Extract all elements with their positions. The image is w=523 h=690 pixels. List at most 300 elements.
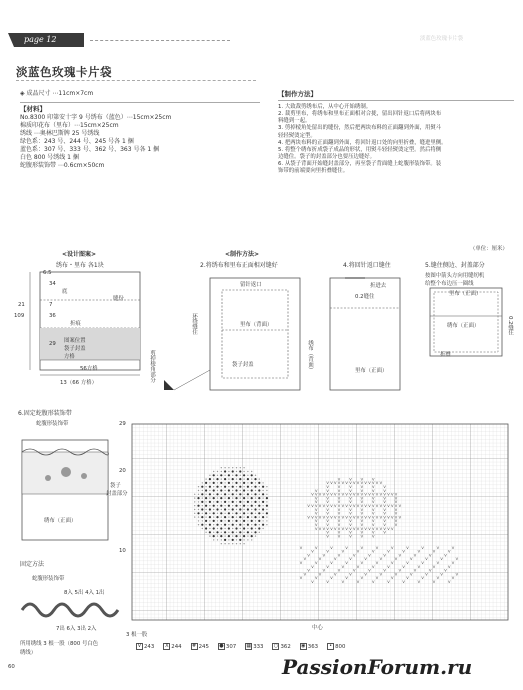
stitch-mark: V xyxy=(345,561,348,565)
stitch-mark: V xyxy=(383,496,386,501)
stitch-mark xyxy=(213,497,215,499)
stitch-mark: V xyxy=(379,515,383,520)
stitch-mark: V xyxy=(372,515,375,520)
stitch-mark xyxy=(213,471,214,472)
stitch-mark: V xyxy=(387,549,390,554)
stitch-mark xyxy=(209,486,211,488)
stitch-mark xyxy=(216,501,218,503)
stitch-mark xyxy=(220,489,222,491)
stitch-mark: V xyxy=(417,580,421,584)
design-label-fold: 折痕 xyxy=(70,321,81,327)
stitch-mark xyxy=(221,516,222,517)
stitch-mark xyxy=(220,505,222,507)
stitch-mark xyxy=(220,512,222,514)
materials-block xyxy=(20,90,260,171)
legend-item-363: ◉ 363 xyxy=(301,643,319,650)
stitch-mark xyxy=(213,512,215,514)
watermark: PassionForum.ru xyxy=(282,655,473,679)
material-2: 棉质印花布（里布）⋯15cm×25cm xyxy=(20,121,119,129)
stitch-mark: V xyxy=(372,526,375,531)
stitch-mark xyxy=(236,509,237,510)
stitch-mark xyxy=(232,493,234,495)
stitch-mark xyxy=(240,543,241,544)
stitch-mark: V xyxy=(432,549,436,554)
stitch-mark: V xyxy=(379,481,383,486)
stitch-mark: V xyxy=(383,500,386,505)
legend-item-244: X 244 xyxy=(165,643,182,650)
stitch-mark xyxy=(198,524,199,525)
stitch-mark: V xyxy=(345,492,348,497)
stitch-mark: V xyxy=(364,481,367,486)
step4-label-fold: 折进去 xyxy=(370,283,387,289)
stitch-mark: V xyxy=(349,526,352,531)
stitch-mark: V xyxy=(337,515,341,520)
stitch-mark: V xyxy=(425,557,428,562)
stitch-mark: V xyxy=(353,504,356,508)
stitch-mark xyxy=(194,501,195,502)
material-6: 白色 800 号绣线 1 捆 xyxy=(20,154,79,162)
stitch-mark xyxy=(220,482,222,484)
stitch-mark xyxy=(247,490,248,491)
stitch-mark xyxy=(224,520,225,521)
stitch-mark xyxy=(224,539,226,541)
stitch-mark: V xyxy=(372,477,375,482)
stitch-mark: V xyxy=(372,485,375,489)
stitch-mark xyxy=(258,497,260,499)
stitch-mark xyxy=(236,516,237,517)
stitch-mark: V xyxy=(334,526,337,531)
stitch-mark xyxy=(254,508,256,510)
stitch-mark xyxy=(236,539,237,540)
stitch-mark: V xyxy=(372,496,375,501)
stitch-mark xyxy=(232,513,233,514)
header-faded-title: 淡蓝色玫瑰卡片袋 xyxy=(420,36,464,42)
stitch-mark: V xyxy=(326,515,329,520)
stitch-mark xyxy=(202,513,203,514)
stitch-mark: V xyxy=(299,545,303,550)
chart-center-label: 中心 xyxy=(312,625,323,631)
stitch-mark xyxy=(205,489,207,491)
stitch-mark xyxy=(221,471,222,472)
stitch-mark xyxy=(209,475,210,476)
stitch-mark xyxy=(228,535,230,537)
stitch-mark xyxy=(240,475,241,476)
method-step-4: 4. 把两块布料的正面翻到外面，将回针返口处的向里折叠，缝进里侧。 xyxy=(278,139,447,146)
stitch-mark: V xyxy=(398,504,402,508)
stitch-mark xyxy=(224,543,225,544)
stitch-mark: V xyxy=(326,504,329,508)
dim-6-5: 6.5 xyxy=(43,270,52,276)
stitch-mark xyxy=(251,524,252,525)
stitch-mark xyxy=(258,512,260,514)
stitch-mark xyxy=(247,482,248,483)
stitch-mark xyxy=(247,513,248,514)
stitch-mark xyxy=(209,497,210,498)
step4-label: 4.将回针返口缝住 xyxy=(343,262,391,269)
stitch-mark xyxy=(228,482,230,484)
dim-13: 13（66 方格） xyxy=(60,380,97,386)
dim-36: 36 xyxy=(49,313,56,319)
stitch-mark xyxy=(213,486,214,487)
stitch-mark: V xyxy=(318,557,322,562)
stitch-mark xyxy=(194,497,195,498)
stitch-mark xyxy=(247,501,249,503)
stitch-mark xyxy=(240,505,241,506)
stitch-mark: V xyxy=(311,580,314,584)
stitch-mark xyxy=(236,532,237,533)
stitch-mark: V xyxy=(372,523,375,527)
stitch-mark: V xyxy=(394,515,398,520)
stitch-mark: V xyxy=(322,568,326,573)
stitch-mark: V xyxy=(387,564,390,569)
stitch-mark: V xyxy=(372,580,375,584)
stitch-mark: V xyxy=(375,561,379,565)
stitch-mark xyxy=(251,512,253,514)
legend-prefix-2: 绣线） xyxy=(20,650,37,656)
fix-method-head: 固定方法 xyxy=(20,561,45,568)
stitch-mark xyxy=(232,528,233,529)
stitch-mark xyxy=(251,471,252,472)
stitch-mark: V xyxy=(383,553,386,558)
legend-item-243: V 243 xyxy=(137,643,155,650)
stitch-mark: V xyxy=(398,515,402,520)
stitch-mark xyxy=(258,527,260,529)
stitch-mark xyxy=(224,475,225,476)
stitch-mark: V xyxy=(375,526,379,531)
stitch-mark: V xyxy=(315,492,318,497)
stitch-mark xyxy=(240,513,241,514)
stitch-mark xyxy=(224,508,226,510)
stitch-mark xyxy=(205,527,207,529)
stitch-mark: V xyxy=(379,572,383,577)
stitch-mark xyxy=(209,531,211,533)
stitch-mark: V xyxy=(372,530,375,535)
stitch-mark xyxy=(240,520,241,521)
step5-label: 5.缝住侧边、封盖部分 xyxy=(425,262,485,269)
stitch-mark: V xyxy=(315,488,318,493)
stitch-mark: V xyxy=(341,504,345,508)
stitch-mark: V xyxy=(326,488,329,493)
stitch-mark xyxy=(205,524,206,525)
stitch-mark xyxy=(243,543,244,544)
design-label-flap: 缝份 xyxy=(113,296,124,302)
stitch-mark: V xyxy=(315,500,318,505)
stitch-mark: V xyxy=(349,504,352,508)
method-step-1: 1. 大致裁剪绣布后，从中心开始绣制。 xyxy=(278,104,372,111)
stitch-mark xyxy=(198,486,199,487)
stitch-mark xyxy=(224,493,226,495)
stitch-mark xyxy=(236,486,237,487)
stitch-mark xyxy=(205,482,207,484)
stitch-mark: V xyxy=(311,492,314,497)
stitch-mark xyxy=(239,486,241,488)
stitch-mark xyxy=(235,505,237,507)
legend-prefix: 所用绣线 3 根一股（800 号白色 xyxy=(20,641,99,647)
method-step-2a: 2. 裁剪里布，将绣布和里布正面相对合拢，留出回针返口后将两块布 xyxy=(278,111,442,118)
step5-label-fold: 折叠 xyxy=(440,352,451,358)
stitch-mark: V xyxy=(337,511,341,516)
stitch-mark: V xyxy=(349,477,352,482)
stitch-mark: V xyxy=(360,500,364,505)
stitch-mark xyxy=(232,543,233,544)
stitch-mark xyxy=(262,501,264,503)
stitch-mark: V xyxy=(337,477,341,482)
stitch-mark xyxy=(213,501,214,502)
stitch-mark: V xyxy=(375,481,379,486)
legend-items xyxy=(136,643,345,651)
stitch-mark: V xyxy=(455,572,459,577)
stitch-mark: V xyxy=(383,507,386,512)
stitch-mark xyxy=(239,516,241,518)
stitch-mark: V xyxy=(326,534,329,539)
stitch-mark xyxy=(247,497,248,498)
stitch-mark xyxy=(202,528,203,529)
stitch-mark: V xyxy=(330,576,333,581)
dim-21: 21 xyxy=(18,302,25,308)
stitch-mark xyxy=(258,505,260,507)
stitch-mark: V xyxy=(372,492,375,497)
stitch-mark: V xyxy=(410,572,413,577)
stitch-mark: V xyxy=(315,576,318,581)
stitch-mark xyxy=(255,482,256,483)
stitch-mark xyxy=(198,520,199,521)
stitch-mark xyxy=(262,508,264,510)
stitch-mark xyxy=(247,486,249,488)
stitch-mark xyxy=(266,509,267,510)
stitch-mark: V xyxy=(394,519,398,524)
page-number: 60 xyxy=(8,664,15,670)
method-block xyxy=(278,90,514,175)
stitch-mark: V xyxy=(383,515,386,520)
stitch-mark xyxy=(232,486,234,488)
stitch-mark: V xyxy=(318,515,322,520)
stitch-mark xyxy=(262,482,263,483)
stitch-mark xyxy=(224,467,225,468)
stitch-mark xyxy=(202,490,203,491)
stitch-mark: V xyxy=(444,553,447,558)
stitch-mark xyxy=(247,475,248,476)
stitch-mark: V xyxy=(326,485,329,489)
legend-item-800: • 800 xyxy=(327,643,345,651)
bag-preview-diagram xyxy=(18,430,123,550)
step5-note-1: 按图中箭头方向用缝纫机 xyxy=(425,273,485,279)
stitch-mark xyxy=(217,497,218,498)
stitch-mark: V xyxy=(372,549,375,554)
stitch-mark: V xyxy=(432,580,436,584)
stitch-mark xyxy=(243,501,244,502)
stitch-mark: V xyxy=(349,507,352,512)
stitch-mark xyxy=(259,516,260,517)
stitch-mark: V xyxy=(360,485,364,489)
stitch-mark xyxy=(243,532,244,533)
stitch-mark xyxy=(213,478,214,479)
stitch-mark xyxy=(198,516,199,517)
stitch-mark xyxy=(258,520,260,522)
stitch-mark: V xyxy=(375,545,379,550)
stitch-mark xyxy=(251,527,253,529)
stitch-mark: V xyxy=(383,519,386,524)
stitch-mark: V xyxy=(364,557,367,562)
stitch-mark: V xyxy=(360,534,364,539)
stitch-mark xyxy=(251,474,253,476)
stitch-mark xyxy=(254,478,256,480)
stitch-mark xyxy=(262,493,264,495)
stitch-mark xyxy=(201,501,203,503)
stitch-mark: V xyxy=(372,488,375,493)
material-7: 蛇腹形装饰带 ⋯0.6cm×50cm xyxy=(20,162,105,170)
stitch-mark: V xyxy=(360,519,364,524)
stitch-mark xyxy=(209,535,210,536)
stitch-mark: V xyxy=(425,572,428,577)
page-tab: page 12 xyxy=(14,33,84,47)
stitch-mark xyxy=(232,505,233,506)
material-4: 绿色系：243 号、244 号、245 号各 1 捆 xyxy=(20,138,134,146)
stitch-mark: V xyxy=(436,561,440,565)
stitch-mark xyxy=(216,493,218,495)
stitch-mark: V xyxy=(360,504,364,508)
stitch-mark: V xyxy=(307,504,310,508)
stitch-mark: V xyxy=(413,553,417,558)
stitch-mark xyxy=(247,508,249,510)
stitch-mark: V xyxy=(383,523,386,527)
stitch-mark xyxy=(247,520,248,521)
stitch-mark xyxy=(213,527,215,529)
stitch-mark: V xyxy=(394,500,398,505)
stitch-mark xyxy=(221,494,222,495)
stitch-mark xyxy=(213,539,214,540)
stitch-mark: V xyxy=(356,580,360,584)
stitch-mark xyxy=(201,493,203,495)
stitch-mark xyxy=(221,467,222,468)
method-rule xyxy=(278,100,514,101)
stitch-mark xyxy=(228,516,229,517)
stitch-mark: V xyxy=(353,492,356,497)
stitch-mark: V xyxy=(387,526,390,531)
stitch-mark xyxy=(262,528,263,529)
stitch-mark xyxy=(240,467,241,468)
stitch-mark: V xyxy=(315,504,318,508)
stitch-mark: V xyxy=(410,557,413,562)
step5-label-cloth: 绣布（正面） xyxy=(447,323,480,329)
stitch-mark: V xyxy=(429,553,432,558)
stitch-mark: V xyxy=(349,492,352,497)
stitch-mark: V xyxy=(349,511,352,516)
stitch-mark: V xyxy=(337,507,341,512)
stitch-mark xyxy=(217,520,218,521)
stitch-mark: V xyxy=(353,515,356,520)
stitch-mark: V xyxy=(360,496,364,501)
stitch-mark xyxy=(205,478,206,479)
stitch-mark xyxy=(224,535,225,536)
stitch-mark: V xyxy=(364,492,367,497)
stitch-mark xyxy=(228,527,230,529)
stitch-mark xyxy=(235,489,237,491)
stitch-mark xyxy=(243,482,245,484)
stitch-mark: V xyxy=(406,545,409,550)
stitch-mark: V xyxy=(360,523,364,527)
stitch-mark: V xyxy=(349,572,352,577)
stitch-mark xyxy=(221,524,222,525)
stitch-mark: V xyxy=(391,576,394,581)
stitch-mark: V xyxy=(413,568,417,573)
stitch-mark xyxy=(251,509,252,510)
stitch-mark: V xyxy=(383,504,386,508)
stitch-mark: V xyxy=(360,511,364,516)
stitch-mark xyxy=(194,494,195,495)
stitch-mark: V xyxy=(391,515,394,520)
stitch-mark xyxy=(266,497,268,499)
stitch-mark xyxy=(239,478,241,480)
stitch-mark: V xyxy=(379,557,383,562)
stitch-mark: V xyxy=(315,511,318,516)
stitch-mark xyxy=(266,501,267,502)
stitch-mark: V xyxy=(326,526,329,531)
stitch-mark xyxy=(224,482,225,483)
stitch-mark xyxy=(217,513,218,514)
stitch-mark: V xyxy=(345,526,348,531)
stitch-mark xyxy=(255,490,256,491)
stitch-mark xyxy=(232,539,234,541)
stitch-mark xyxy=(220,474,222,476)
stitch-mark xyxy=(228,539,229,540)
page-title: 淡蓝色玫瑰卡片袋 xyxy=(16,65,112,79)
design-sub: 绣布・里布 各1块 xyxy=(56,262,104,269)
stitch-mark: V xyxy=(322,492,326,497)
stitch-mark: V xyxy=(322,515,326,520)
stitch-mark xyxy=(205,486,206,487)
stitch-mark: V xyxy=(303,557,307,562)
step2-label-cut: 剪掉棱角部分 xyxy=(149,350,156,383)
stitch-mark: V xyxy=(368,568,371,573)
stitch-mark xyxy=(235,527,237,529)
stitch-mark: V xyxy=(356,564,360,569)
stitch-mark xyxy=(243,467,244,468)
stitch-mark xyxy=(239,524,241,526)
stitch-mark: V xyxy=(360,492,364,497)
stitch-mark: V xyxy=(345,504,348,508)
design-label-bottom: 底 xyxy=(62,289,68,295)
cross-stitch-chart xyxy=(128,420,513,630)
stitch-mark: V xyxy=(326,481,329,486)
stitch-mark xyxy=(258,482,260,484)
stitch-mark xyxy=(243,474,245,476)
material-3: 绣线 ⋯奥林巴斯牌 25 号绣线 xyxy=(20,130,100,138)
step5-label-lining: 里布（正面） xyxy=(449,291,482,297)
stitch-mark xyxy=(239,531,241,533)
stitch-mark: V xyxy=(315,515,318,520)
stitch-mark: V xyxy=(341,549,345,554)
stitch-mark: V xyxy=(398,568,402,573)
dim-34: 34 xyxy=(49,281,56,287)
stitch-mark xyxy=(228,505,230,507)
stitch-mark xyxy=(220,520,222,522)
stitch-mark: V xyxy=(417,564,421,569)
fix-numbers-top: 8入 5出 4入 1出 xyxy=(64,590,105,596)
stitch-mark xyxy=(197,512,199,514)
chart-axis-20: 20 xyxy=(119,468,126,474)
stitch-mark: V xyxy=(337,553,341,558)
stitch-mark xyxy=(232,490,233,491)
stitch-mark xyxy=(254,501,256,503)
stitch-mark: V xyxy=(311,515,314,520)
stitch-mark xyxy=(232,508,234,510)
stitch-mark xyxy=(243,524,244,525)
stitch-mark: V xyxy=(349,500,352,505)
dim-7: 7 xyxy=(49,302,53,308)
stitch-mark xyxy=(247,524,249,526)
stitch-mark: V xyxy=(337,526,341,531)
stitch-mark: V xyxy=(368,526,371,531)
